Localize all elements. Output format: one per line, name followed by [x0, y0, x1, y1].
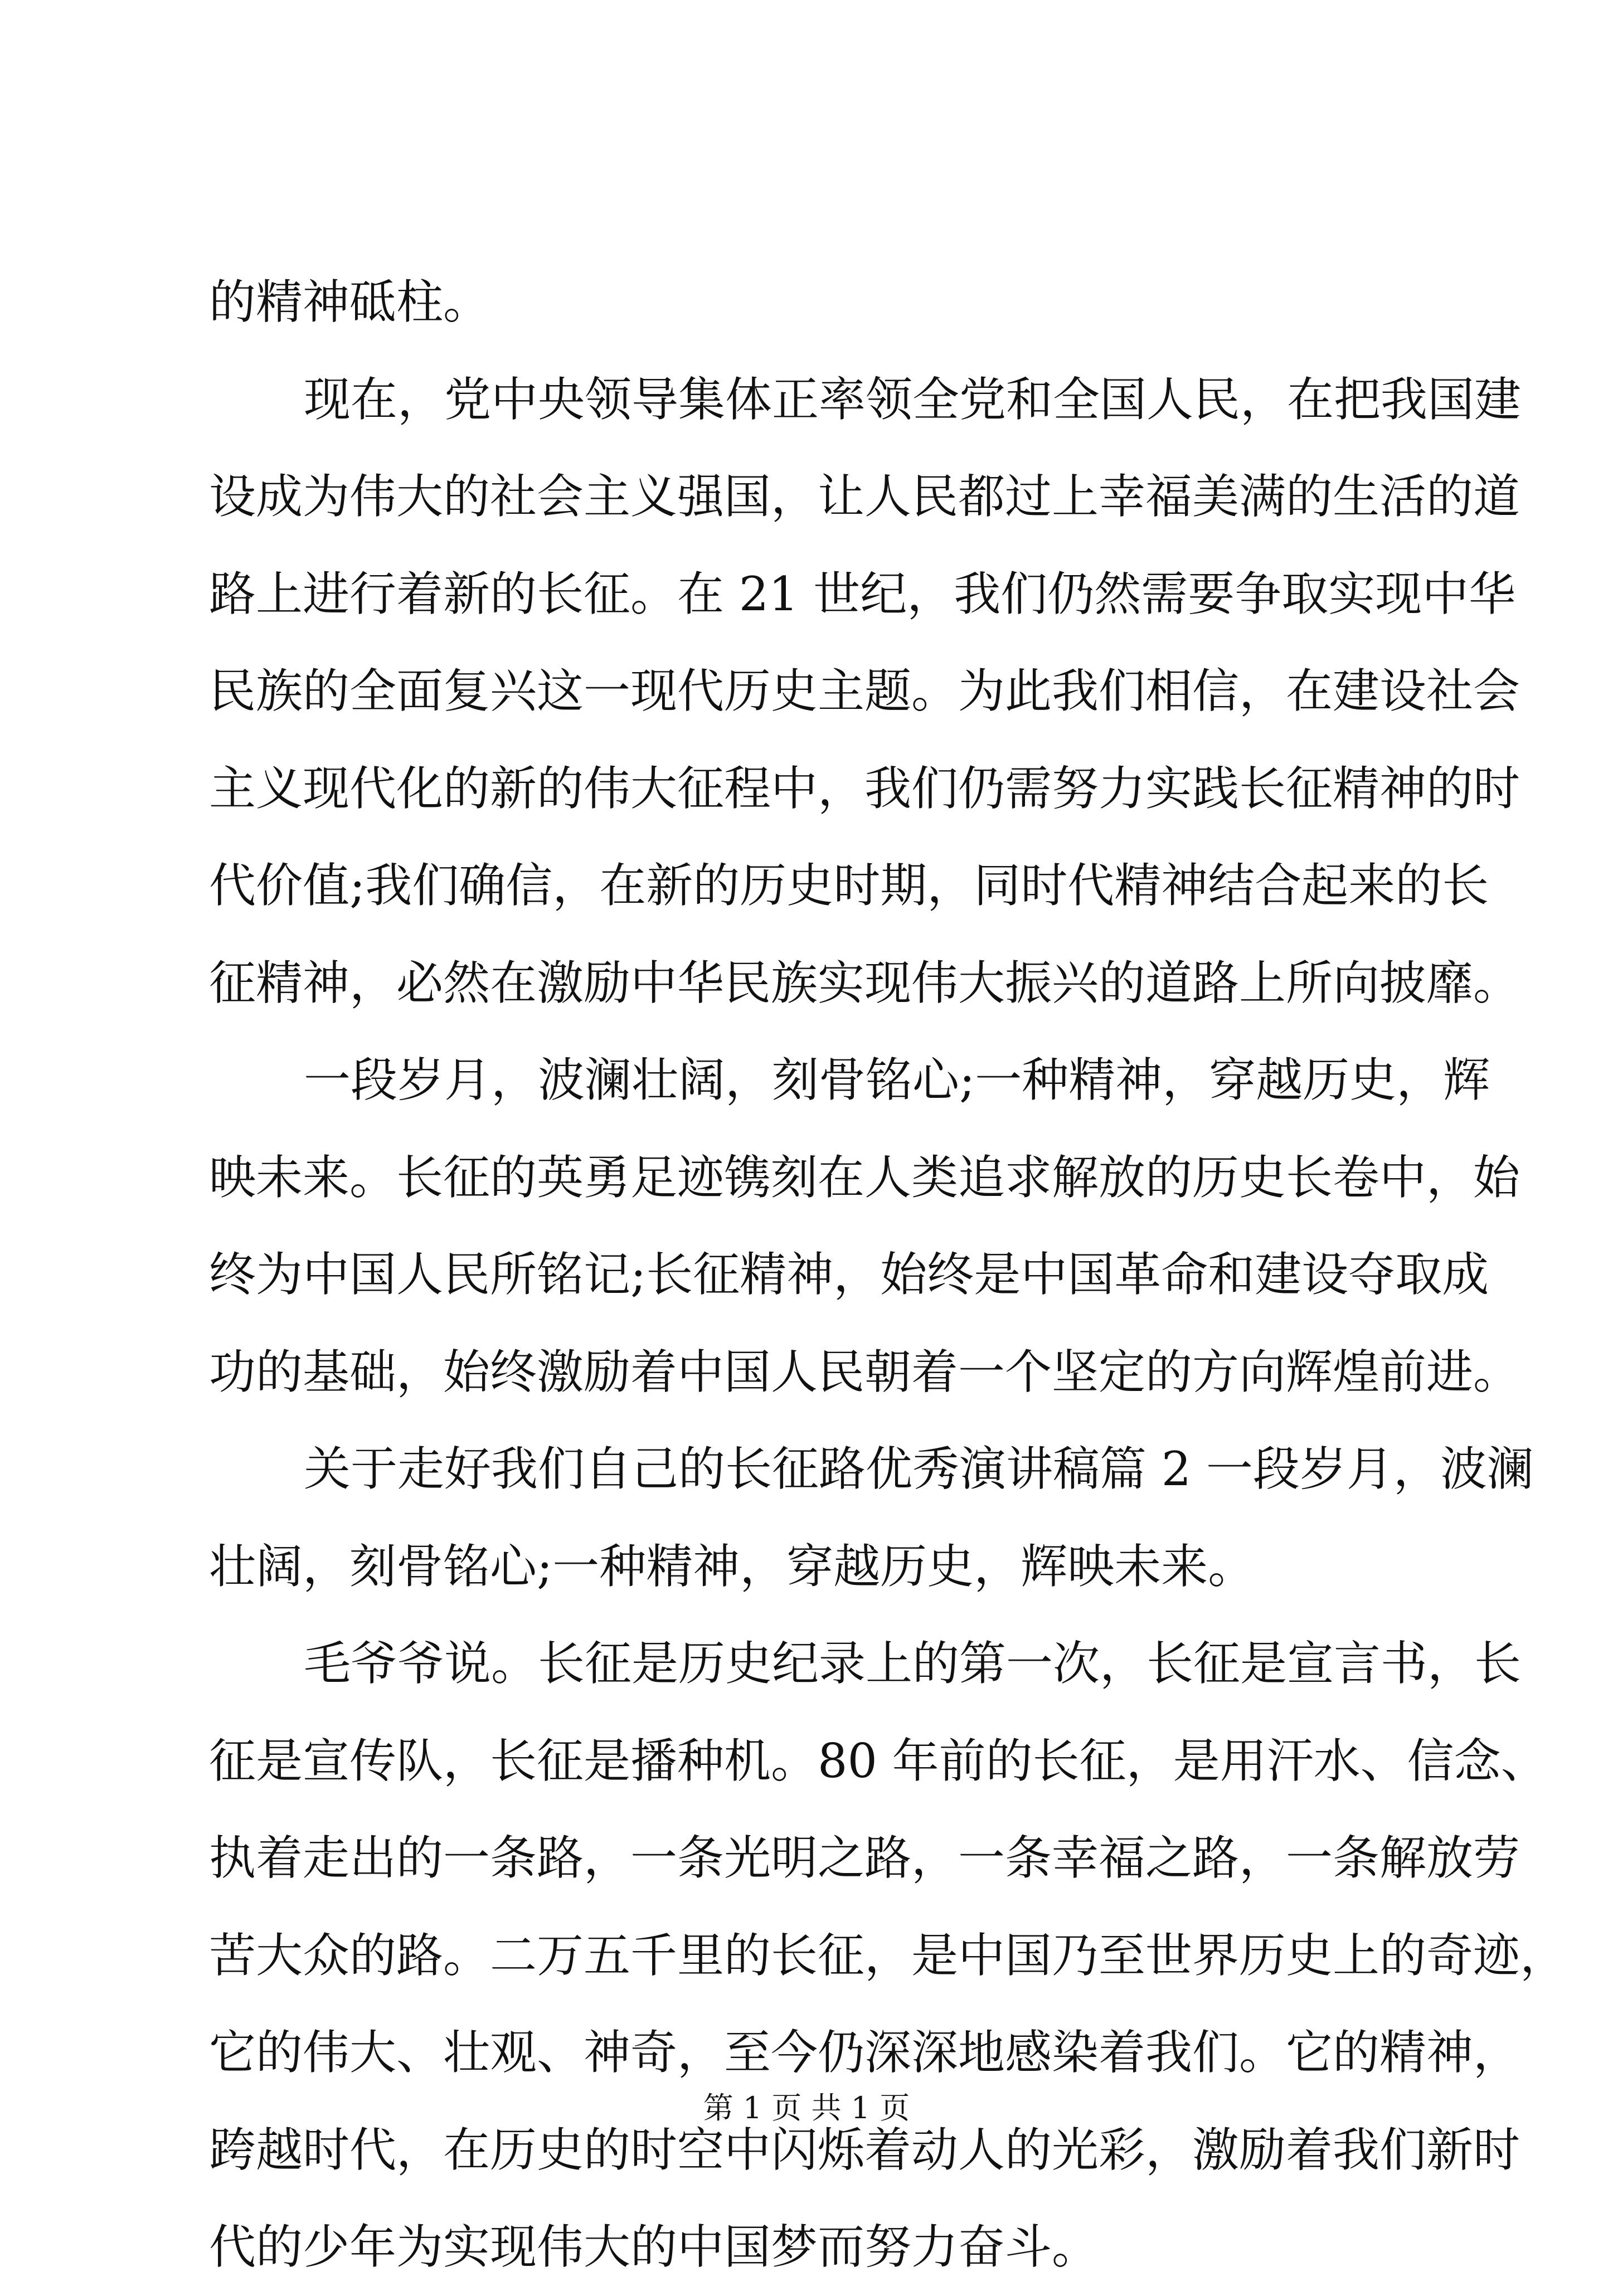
text-line-20: 跨越时代，在历史的时空中闪烁着动人的光彩，激励着我们新时	[209, 2122, 1520, 2177]
text-line-11: 终为中国人民所铭记;长征精神，始终是中国革命和建设夺取成	[209, 1247, 1489, 1302]
text-line-5: 民族的全面复兴这一现代历史主题。为此我们相信，在建设社会	[209, 664, 1520, 718]
text-line-14: 壮阔，刻骨铭心;一种精神，穿越历史，辉映未来。	[209, 1539, 1255, 1594]
text-line-18: 苦大众的路。二万五千里的长征，是中国乃至世界历史上的奇迹，	[209, 1928, 1567, 1983]
page-footer: 第 1 页 共 1 页	[703, 2090, 910, 2125]
text-line-9: 一段岁月，波澜壮阔，刻骨铭心;一种精神，穿越历史，辉	[304, 1053, 1490, 1107]
text-line-15: 毛爷爷说。长征是历史纪录上的第一次，长征是宣言书，长	[304, 1636, 1522, 1691]
text-line-3: 设成为伟大的社会主义强国，让人民都过上幸福美满的生活的道	[209, 469, 1520, 524]
text-line-13: 关于走好我们自己的长征路优秀演讲稿篇 2 一段岁月，波澜	[304, 1442, 1534, 1496]
text-line-7: 代价值;我们确信，在新的历史时期，同时代精神结合起来的长	[209, 858, 1489, 913]
body-text	[209, 254, 1567, 2296]
text-line-8: 征精神，必然在激励中华民族实现伟大振兴的道路上所向披靡。	[209, 955, 1520, 1010]
text-line-12: 功的基础，始终激励着中国人民朝着一个坚定的方向辉煌前进。	[209, 1344, 1520, 1399]
text-line-1: 的精神砥柱。	[209, 275, 490, 329]
text-line-6: 主义现代化的新的伟大征程中，我们仍需努力实践长征精神的时	[209, 761, 1520, 816]
text-line-4: 路上进行着新的长征。在 21 世纪，我们仍然需要争取实现中华	[209, 566, 1516, 621]
text-line-2: 现在，党中央领导集体正率领全党和全国人民，在把我国建	[304, 372, 1522, 427]
text-line-17: 执着走出的一条路，一条光明之路，一条幸福之路，一条解放劳	[209, 1831, 1520, 1885]
text-line-21: 代的少年为实现伟大的中国梦而努力奋斗。	[209, 2220, 1099, 2274]
text-line-16: 征是宣传队，长征是播种机。80 年前的长征，是用汗水、信念、	[209, 1733, 1548, 1788]
text-line-19: 它的伟大、壮观、神奇，至今仍深深地感染着我们。它的精神，	[209, 2025, 1520, 2080]
text-line-10: 映未来。长征的英勇足迹镌刻在人类追求解放的历史长卷中，始	[209, 1150, 1520, 1205]
